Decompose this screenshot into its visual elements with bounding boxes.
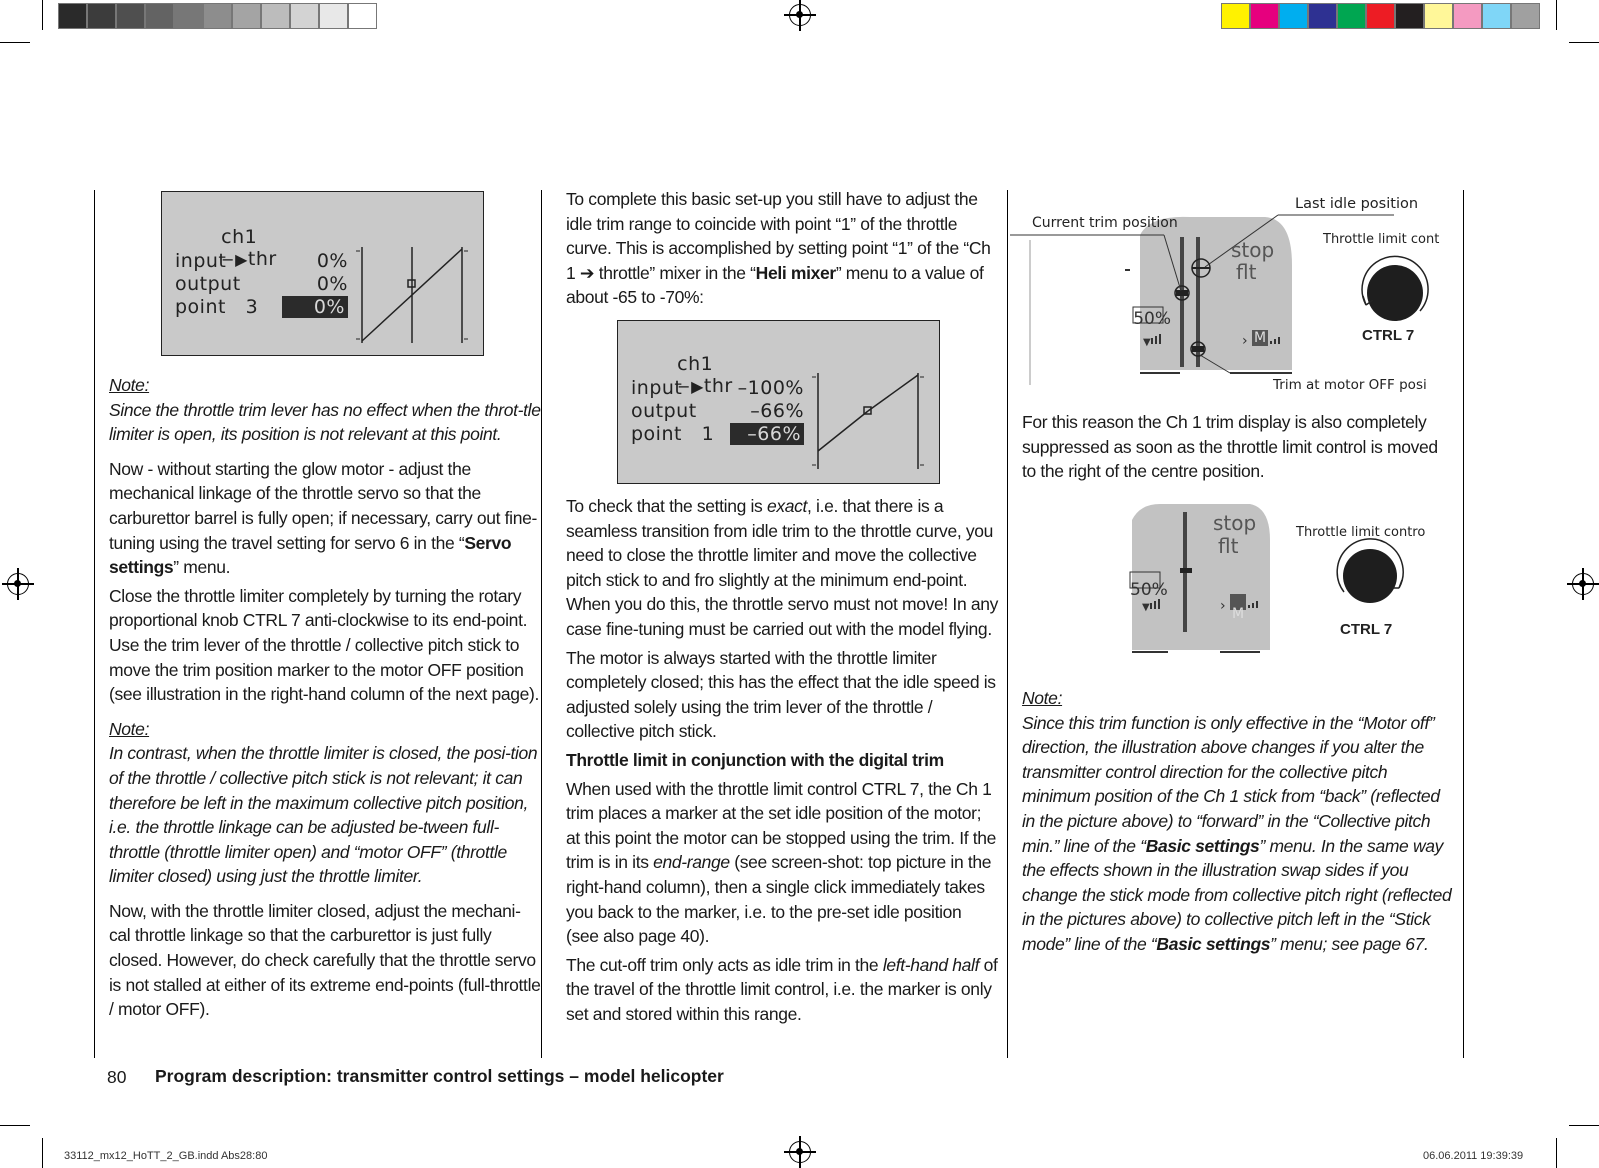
svg-text:›: › <box>1220 598 1226 614</box>
slug-timestamp: 06.06.2011 19:39:39 <box>1423 1150 1524 1162</box>
note-text: In contrast, when the throttle limiter is closed, the posi-tion of the throttle / collective pitch stick is not relevant; it can therefore be left in the maximum collective pitch position, i.e. the throttle linkage can be adjusted be-tween full-throttle (throttle limiter open) and “motor OFF” (throttle limiter closed) using just the throttle limiter. <box>109 743 538 887</box>
process-swatch <box>1453 3 1482 29</box>
lcd-dest: thr <box>247 248 277 270</box>
lcd-row-label: point 3 <box>175 296 259 318</box>
svg-text:▼: ▼ <box>1142 602 1150 613</box>
lcd-screen-mixer-point-3 <box>161 191 484 356</box>
column-3-note <box>1022 686 1454 961</box>
lcd-row-value: –100% <box>737 377 804 399</box>
lcd-selected-value: –66% <box>730 423 804 445</box>
paragraph: Close the throttle limiter completely by turning the rotary proportional knob CTRL 7 anti-clockwise to its end-point. Use the trim lever of the throttle / collective pitch stick to move the trim position marker to the motor OFF position (see illustration in the right-hand column of the next page). <box>109 585 540 705</box>
gray-swatch <box>203 3 232 29</box>
lcd-title: ch1 <box>677 353 714 375</box>
paragraph: To check that the setting is exact, i.e. that there is a seamless transition from idle trim to the throttle curve, you need to close the throttle limiter and move the collective pitch stick to and fro slightly at the minimum end-point. When you do this, the throttle servo must not move! In any case fine-tuning must be carried out with the model flying. <box>566 496 999 639</box>
registration-mark-right <box>1572 573 1594 595</box>
lcd-selected-value: 0% <box>282 296 348 318</box>
note-heading: Note: <box>109 718 150 739</box>
registration-mark-bottom <box>789 1141 811 1163</box>
lcd-row-label: output <box>631 400 697 422</box>
gray-swatch <box>232 3 261 29</box>
display-m-text: M <box>1232 606 1245 622</box>
gray-swatch <box>145 3 174 29</box>
process-swatch <box>1482 3 1511 29</box>
label-current-trim-position: Current trim position <box>1032 215 1178 231</box>
process-swatch <box>1395 3 1424 29</box>
registration-mark-left <box>7 573 29 595</box>
display-flt-text: flt <box>1236 260 1257 284</box>
label-last-idle-position: Last idle position <box>1295 196 1419 212</box>
lcd-row-value: 0% <box>316 273 348 295</box>
paragraph: Now, with the throttle limiter closed, adjust the mechani-cal throttle linkage so that the carburettor is just fully closed. However, do check carefully that the throttle servo is not stalled at either of its extreme end-points (full-throttle / motor OFF). <box>109 900 541 1020</box>
gray-swatch <box>319 3 348 29</box>
lcd-dest: thr <box>703 375 733 397</box>
paragraph: The motor is always started with the throttle limiter completely closed; this has the effect that the idle speed is adjusted solely using the trim lever of the throttle / collective pitch stick. <box>566 647 996 742</box>
registration-mark-top <box>789 4 811 26</box>
display-stop-text: stop <box>1231 238 1275 262</box>
note-text: Since the throttle trim lever has no effect when the throt-tle limiter is open, its position is not relevant at this point. <box>109 399 541 445</box>
process-swatch <box>1511 3 1540 29</box>
process-swatch <box>1308 3 1337 29</box>
footer-title: Program description: transmitter control settings – model helicopter <box>155 1066 724 1086</box>
lcd-row-value: –66% <box>750 400 804 422</box>
gray-swatch <box>261 3 290 29</box>
process-swatch <box>1279 3 1308 29</box>
column-2 <box>566 187 998 314</box>
label-throttle-limit-control: Throttle limit contro <box>1296 525 1426 540</box>
lcd-title: ch1 <box>221 226 258 248</box>
gray-swatch <box>58 3 87 29</box>
column-rule <box>1463 190 1464 1058</box>
gray-swatch <box>348 3 377 29</box>
process-swatch <box>1221 3 1250 29</box>
mixer-arrow-icon: −▶ <box>221 250 248 269</box>
process-swatch <box>1337 3 1366 29</box>
display-percent-text: 50% <box>1130 580 1168 600</box>
column-rule <box>541 190 542 1058</box>
gray-swatch <box>116 3 145 29</box>
process-swatch <box>1366 3 1395 29</box>
lcd-screen-mixer-point-1 <box>617 320 940 484</box>
note-heading: Note: <box>1022 688 1063 708</box>
svg-text:▼: ▼ <box>1143 337 1151 348</box>
display-stop-text: stop <box>1213 511 1257 535</box>
paragraph: For this reason the Ch 1 trim display is also completely suppressed as soon as the throttle limit control is moved to the right of the centre position. <box>1022 412 1438 482</box>
display-m-text: M <box>1254 330 1267 346</box>
lcd-row-label: input <box>631 377 683 399</box>
label-ctrl7: CTRL 7 <box>1362 327 1415 344</box>
mixer-arrow-icon: −▶ <box>677 377 704 396</box>
display-flt-text: flt <box>1218 534 1239 558</box>
curve-graph <box>812 373 924 469</box>
svg-text:›: › <box>1242 333 1248 349</box>
process-swatch <box>1250 3 1279 29</box>
section-heading: Throttle limit in conjunction with the digital trim <box>566 749 944 770</box>
gray-swatch <box>174 3 203 29</box>
column-rule <box>94 190 95 1058</box>
gray-swatch <box>290 3 319 29</box>
slug-filename: 33112_mx12_HoTT_2_GB.indd Abs28:80 <box>64 1150 268 1162</box>
page-number: 80 <box>107 1067 127 1087</box>
column-3-paragraph <box>1022 410 1454 488</box>
label-trim-motor-off: Trim at motor OFF posi <box>1273 377 1427 393</box>
display-percent-text: 50% <box>1133 309 1171 329</box>
column-2-continued <box>566 494 998 1030</box>
note-text: Since this trim function is only effective in the “Motor off” direction, the illustration above changes if you alter the transmitter control direction for the collective pitch minimum position of the Ch 1 stick from “back” (reflected in the picture above) to “forward” in the “Collective pitch min.” line of the “Basic settings” menu. In the same way the effects shown in the illustration swap sides if you change the stick mode from collective pitch right (reflected in the pictures above) to collective pitch left in the “Stick mode” line of the “Basic settings” menu; see page 67. <box>1022 712 1452 954</box>
gray-swatch <box>87 3 116 29</box>
label-throttle-limit-control: Throttle limit cont <box>1323 232 1440 247</box>
lcd-row-label: input <box>175 250 227 272</box>
lcd-row-label: output <box>175 273 241 295</box>
column-1 <box>109 373 541 1026</box>
curve-graph <box>356 247 468 343</box>
lcd-row-label: point 1 <box>631 423 715 445</box>
note-heading: Note: <box>109 375 150 395</box>
lcd-row-value: 0% <box>316 250 348 272</box>
paragraph: When used with the throttle limit control CTRL 7, the Ch 1 trim places a marker at the set idle position of the motor; at this point the motor can be stopped using the trim. If the trim is in its end-range (see screen-shot: top picture in the right-hand column), then a single click immediately takes you back to the marker, i.e. to the pre-set idle position (see also page 40). <box>566 778 997 947</box>
process-swatch <box>1424 3 1453 29</box>
paragraph: Now - without starting the glow motor - adjust the mechanical linkage of the throttle servo so that the carburettor barrel is fully open; if necessary, carry out fine-tuning using the travel setting for servo 6 in the “Servo settings” menu. <box>109 458 537 578</box>
column-rule <box>1007 190 1008 1058</box>
paragraph: To complete this basic set-up you still have to adjust the idle trim range to coincide with point “1” of the throttle curve. This is accomplished by setting point “1” of the “Ch 1 ➔ throttle” mixer in the “Heli mixer” menu to a value of about -65 to -70%: <box>566 189 991 308</box>
label-ctrl7: CTRL 7 <box>1340 621 1393 638</box>
paragraph: The cut-off trim only acts as idle trim in the left-hand half of the travel of the throttle limit control, i.e. the marker is only set and stored within this range. <box>566 954 998 1024</box>
